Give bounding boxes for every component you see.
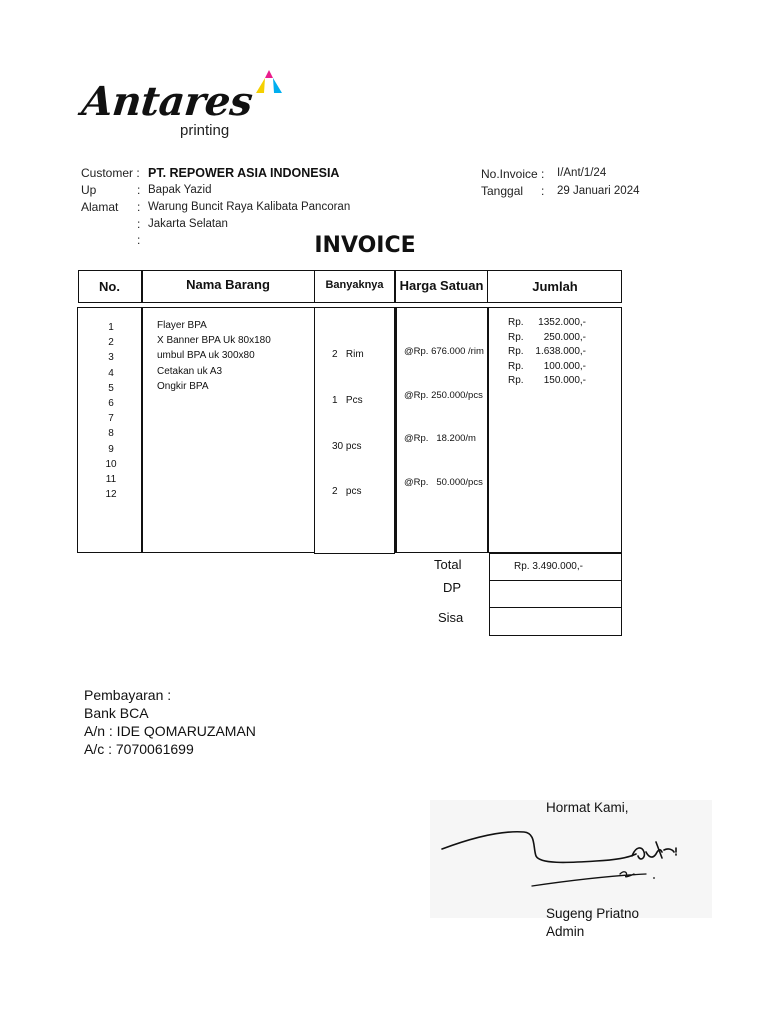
dp-box [489, 580, 622, 608]
item-qty: 30 pcs [332, 440, 362, 452]
item-name: X Banner BPA Uk 80x180 [157, 335, 271, 347]
alamat-colon: : [137, 200, 141, 214]
row-number: 1 [108, 322, 114, 333]
item-amounts [520, 316, 586, 389]
signatory-name: Sugeng Priatno [546, 906, 640, 921]
up-colon: : [137, 183, 141, 197]
payment-info [84, 686, 256, 758]
row-numbers [96, 320, 126, 502]
invoice-number-value: I/Ant/1/24 [557, 167, 607, 179]
row-number: 11 [105, 474, 117, 486]
item-quantities [332, 317, 364, 515]
tanggal-colon: : [541, 184, 545, 198]
row-number: 12 [105, 489, 117, 501]
item-unit-prices [404, 316, 484, 505]
amount-prefix: Rp. [508, 346, 524, 358]
item-qty: 2 Rim [332, 349, 364, 361]
row-number: 2 [108, 337, 114, 349]
company-logo-subtitle: printing [180, 122, 230, 139]
amount-prefix: Rp. [508, 331, 524, 343]
dp-label: DP [443, 580, 462, 595]
signatory [546, 905, 639, 941]
item-unit-price: @Rp. 18.200/m [404, 433, 476, 444]
alamat-line-2: Jakarta Selatan [148, 218, 228, 230]
sisa-label: Sisa [438, 610, 464, 625]
item-qty: 1 Pcs [332, 395, 363, 407]
total-label: Total [434, 557, 462, 572]
col-header-harga: Harga Satuan [399, 278, 484, 293]
alamat-colon-3: : [137, 233, 141, 247]
alamat-label: Alamat [81, 200, 119, 214]
up-label: Up [81, 183, 97, 197]
tanggal-label: Tanggal [481, 184, 524, 198]
col-header-banyak: Banyaknya [325, 278, 384, 291]
invoice-title: INVOICE [314, 233, 416, 258]
row-number: 6 [108, 398, 114, 410]
signature-greeting: Hormat Kami, [546, 800, 629, 815]
item-name: Cetakan uk A3 [157, 365, 223, 377]
body-divider-no [141, 307, 143, 553]
customer-label: Customer : [81, 166, 140, 180]
triangle-logo-icon [254, 68, 284, 96]
signatory-role: Admin [546, 924, 585, 939]
company-logo-wordmark: Antares [79, 78, 255, 125]
row-number: 7 [108, 413, 114, 425]
sisa-box [489, 607, 622, 636]
row-number: 4 [108, 367, 114, 379]
col-header-nama: Nama Barang [186, 277, 270, 292]
invoice-number-label: No.Invoice : [481, 167, 545, 181]
row-number: 8 [108, 428, 114, 440]
total-value: Rp. 3.490.000,- [514, 561, 583, 572]
amount-prefix: Rp. [508, 360, 524, 372]
payment-account-number: A/c : 7070061699 [84, 741, 194, 757]
handwritten-signature [436, 818, 696, 894]
item-amount: 100.000,- [543, 360, 586, 372]
amount-prefix: Rp. [508, 317, 524, 328]
row-number: 10 [105, 458, 117, 470]
item-amount: 1.638.000,- [535, 346, 586, 358]
item-amount: 150.000,- [543, 375, 586, 387]
item-names [157, 318, 271, 394]
col-header-no: No. [99, 279, 120, 294]
amount-prefix: Rp. [508, 375, 524, 387]
item-amount: 250.000,- [543, 331, 586, 343]
payment-bank: Bank BCA [84, 705, 149, 721]
row-number: 3 [108, 352, 114, 364]
item-unit-price: @Rp. 250.000/pcs [404, 389, 483, 401]
item-unit-price: @Rp. 676.000 /rim [404, 346, 484, 357]
alamat-line-1: Warung Buncit Raya Kalibata Pancoran [148, 201, 351, 213]
item-unit-price: @Rp. 50.000/pcs [404, 476, 483, 488]
payment-account-name: A/n : IDE QOMARUZAMAN [84, 723, 256, 739]
col-header-jumlah: Jumlah [532, 279, 578, 294]
item-amount: 1352.000,- [538, 317, 586, 328]
item-name: Ongkir BPA [157, 380, 209, 392]
row-number: 9 [108, 443, 114, 455]
customer-name: PT. REPOWER ASIA INDONESIA [148, 166, 340, 180]
item-name: umbul BPA uk 300x80 [157, 350, 255, 362]
payment-label: Pembayaran : [84, 687, 172, 703]
item-name: Flayer BPA [157, 320, 207, 331]
tanggal-value: 29 Januari 2024 [557, 185, 640, 197]
row-number: 5 [108, 382, 114, 394]
alamat-colon-2: : [137, 217, 141, 231]
item-qty: 2 pcs [332, 486, 362, 498]
up-value: Bapak Yazid [148, 184, 212, 196]
